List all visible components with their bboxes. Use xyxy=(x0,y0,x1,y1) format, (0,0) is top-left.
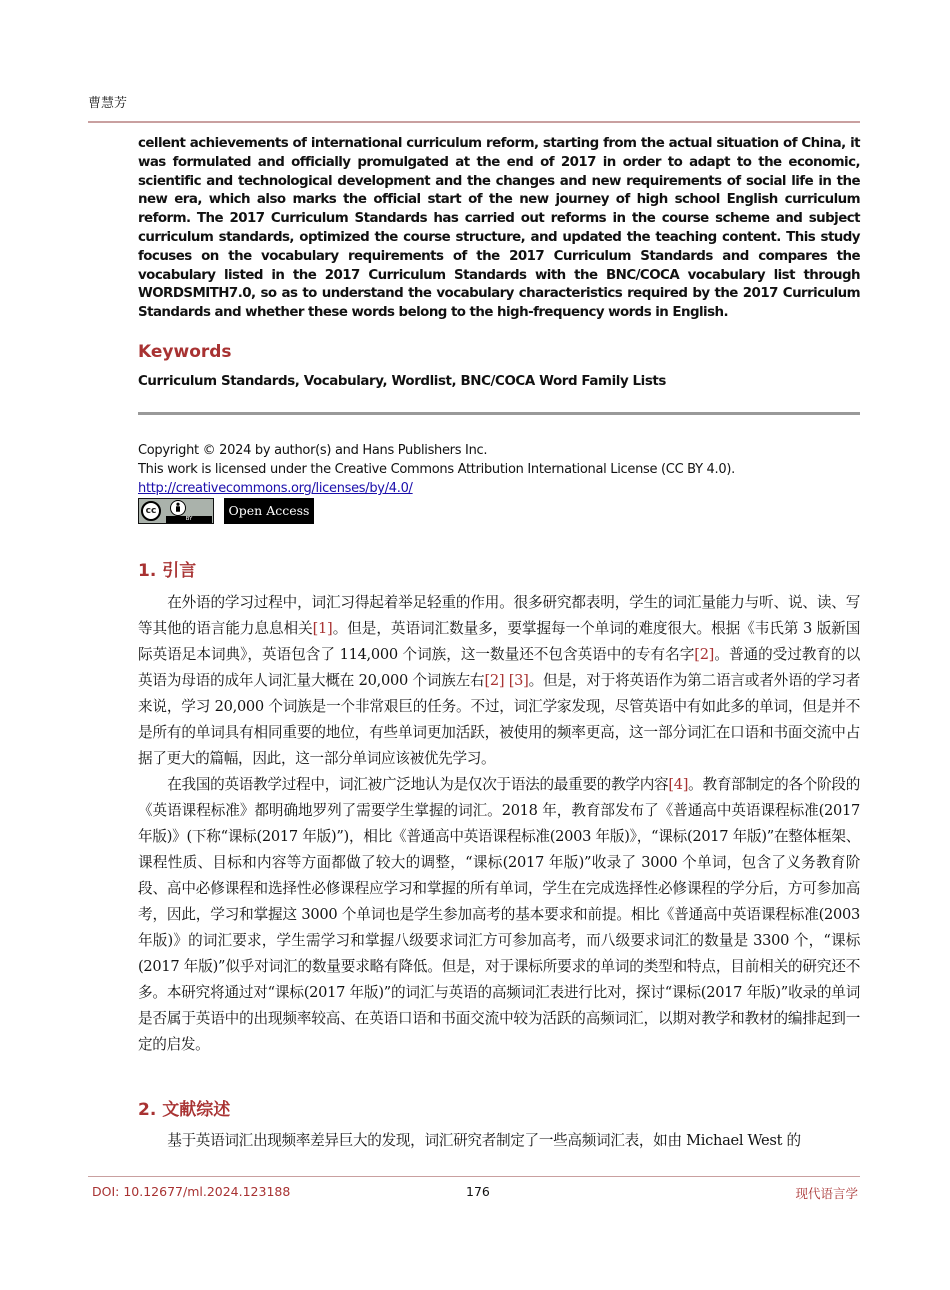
by-label: BY xyxy=(166,516,212,523)
header-divider xyxy=(88,121,860,123)
paragraph-text: 。普通的受过教育的以英语为母语的成年人词汇量大概在 20,000 个词族左右 xyxy=(138,646,860,689)
citation-link[interactable]: [1] xyxy=(312,620,333,637)
paragraph-text: 。教育部制定的各个阶段的《英语课程标准》都明确地罗列了需要学生掌握的词汇。2018 年，教育部发布了《普通高中英语课程标准(2017 年版)》(下称“课标(2017 年版)”)，相比《普通高中英语课程标准(2003 年版)》，“课标(2017 年版)”在整体框架、课程性质、目标和内容等方面都做了较大的调整，“课标(2017 年版)”收录了 3000 个单词，包含了义务教育阶段、高中必修课程和选择性必修课程应学习和掌握的所有单词，学生在完成选择性必修课程的学分后，方可参加高考，因此，学习和掌握这 3000 个单词也是学生参加高考的基本要求和前提。相比《普通高中英语课程标准(2003 年版)》的词汇要求，学生需学习和掌握八级要求词汇方可参加高考，而八级要求词汇的数量是 3300 个，“课标(2017 年版)”似乎对词汇的数量要求略有降低。但是，对于课标所要求的单词的类型和特点，目前相关的研究还不多。本研究将通过对“课标(2017 年版)”的词汇与英语的高频词汇表进行比对，探讨“课标(2017 年版)”收录的单词是否属于英语中的出现频率较高、在英语口语和书面交流中较为活跃的高频词汇，以期对教学和教材的编排起到一定的启发。 xyxy=(138,776,860,1053)
abstract-text: cellent achievements of international curriculum reform, starting from the actual situation of China, it was formulated and officially promulgated at the end of 2017 in order to adapt to the economic, scientific and technological development and the changes and new requirements of social life in the new era, which also marks the official start of the new journey of high school English curriculum reform. The 2017 Curriculum Standards has carried out reforms in the course scheme and subject curriculum standards, optimized the course structure, and updated the teaching content. This study focuses on the vocabulary requirements of the 2017 Curriculum Standards and compares the vocabulary listed in the 2017 Curriculum Standards with the BNC/COCA vocabulary list through WORDSMITH7.0, so as to understand the vocabulary characteristics required by the 2017 Curriculum Standards and whether these words belong to the high-frequency words in English. xyxy=(138,136,860,321)
section-heading-literature-review: 2. 文献综述 xyxy=(138,1100,231,1120)
paragraph-text: 在我国的英语教学过程中，词汇被广泛地认为是仅次于语法的最重要的教学内容 xyxy=(167,776,669,793)
footer-doi[interactable]: DOI: 10.12677/ml.2024.123188 xyxy=(92,1184,291,1199)
paragraph xyxy=(138,590,860,772)
footer-divider xyxy=(88,1176,860,1177)
cc-by-license-badge[interactable] xyxy=(138,498,214,524)
paragraph-text: 在外语的学习过程中，词汇习得起着举足轻重的作用。很多研究都表明，学生的词汇量能力与听、说、读、写等其他的语言能力息息相关 xyxy=(138,594,860,637)
cc-icon: cc xyxy=(141,501,161,521)
license-block xyxy=(138,441,735,498)
page-number: 176 xyxy=(466,1184,490,1199)
paragraph-text: 。但是，英语词汇数量多，要掌握每一个单词的难度很大。根据《韦氏第 3 版新国际英语足本词典》，英语包含了 114,000 个词族，这一数量还不包含英语中的专有名字 xyxy=(138,620,861,663)
running-header-author: 曹慧芳 xyxy=(88,96,128,111)
license-statement: This work is licensed under the Creative Commons Attribution International License (CC BY 4.0). xyxy=(138,462,735,477)
journal-name: 现代语言学 xyxy=(795,1186,858,1201)
copyright-line: Copyright © 2024 by author(s) and Hans Publishers Inc. xyxy=(138,443,488,458)
paragraph xyxy=(138,772,860,1058)
abstract-divider xyxy=(138,412,860,415)
paragraph-text: 。但是，对于将英语作为第二语言或者外语的学习者来说，学习 20,000 个词族是一个非常艰巨的任务。不过，词汇学家发现，尽管英语中有如此多的单词，但是并不是所有的单词具有相同重要的地位，有些单词更加活跃，被使用的频率更高，这一部分词汇在口语和书面交流中占据了更大的篇幅，因此，这一部分单词应该被优先学习。 xyxy=(138,672,861,767)
attribution-person-icon xyxy=(170,500,186,516)
open-access-badge[interactable]: Open Access xyxy=(224,498,314,524)
paragraph: 基于英语词汇出现频率差异巨大的发现，词汇研究者制定了一些高频词汇表，如由 Michael West 的 xyxy=(167,1132,801,1149)
citation-link[interactable]: [4] xyxy=(668,776,689,793)
license-link[interactable]: http://creativecommons.org/licenses/by/4.0/ xyxy=(138,481,413,496)
introduction-body xyxy=(138,590,860,1058)
section-heading-introduction: 1. 引言 xyxy=(138,561,197,581)
keywords-heading: Keywords xyxy=(138,342,232,362)
citation-link[interactable]: [2] [3] xyxy=(484,672,529,689)
literature-review-body xyxy=(138,1128,860,1154)
keywords-list: Curriculum Standards, Vocabulary, Wordlist, BNC/COCA Word Family Lists xyxy=(138,374,667,389)
citation-link[interactable]: [2] xyxy=(694,646,715,663)
